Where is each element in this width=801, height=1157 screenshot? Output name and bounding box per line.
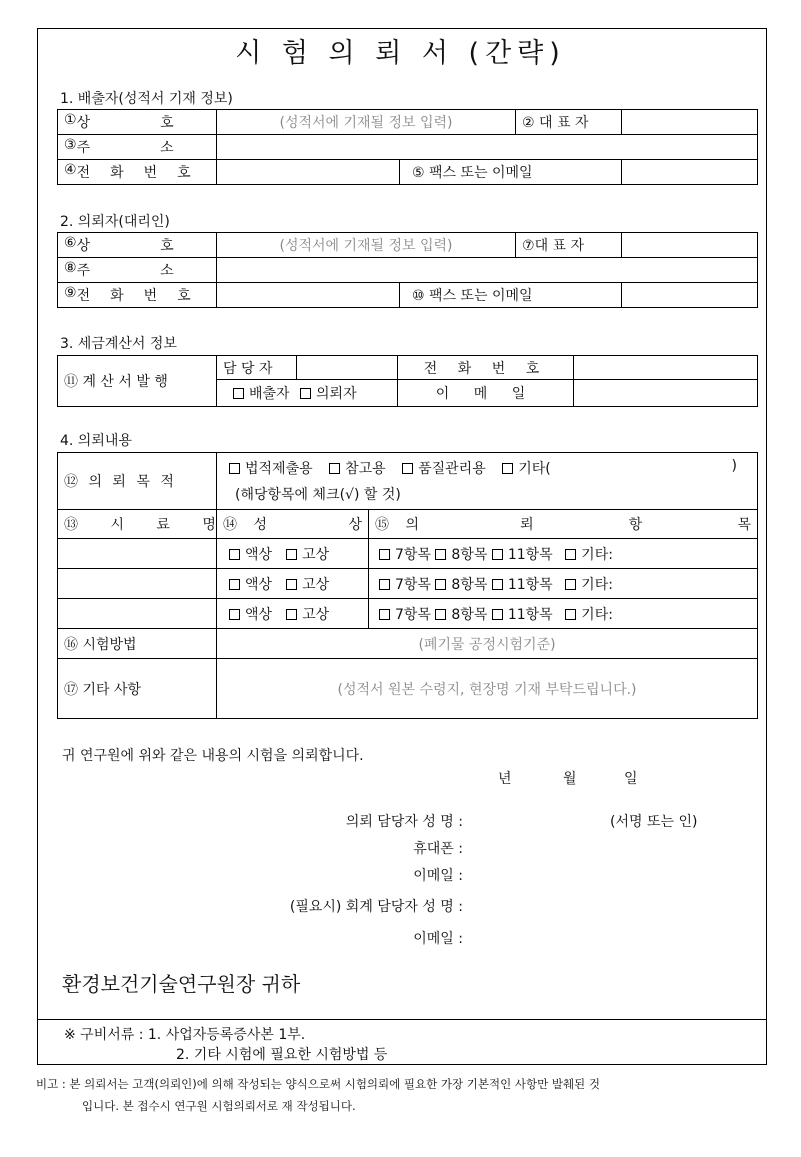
label-invoice-tel: 전 화 번 호 xyxy=(398,356,574,380)
required-docs-2: 2. 기타 시험에 필요한 시험방법 등 xyxy=(176,1047,388,1063)
requester-ceo-input[interactable] xyxy=(622,233,758,258)
requester-checkbox[interactable] xyxy=(300,388,311,399)
fax-input[interactable] xyxy=(622,160,758,185)
label-requester-name: 의뢰 담당자 성 명 : xyxy=(345,814,463,830)
label-acct-name: (필요시) 회계 담당자 성 명 : xyxy=(289,899,463,915)
manager-input[interactable] xyxy=(297,356,398,380)
section-1-title: 1. 배출자(성적서 기재 정보) xyxy=(60,91,233,107)
item8-checkbox[interactable] xyxy=(435,609,446,620)
label-acct-email: 이메일 : xyxy=(413,931,463,947)
liquid-checkbox[interactable] xyxy=(229,579,240,590)
requester-table: ⑥ 상호 (성적서에 기재될 정보 입력) ⑦대 표 자 ⑧ 주소 ⑨ 전화번호 ⑩ 팩스 또는 이메일 xyxy=(57,232,758,308)
purpose-ref-checkbox[interactable] xyxy=(329,463,340,474)
address-input[interactable] xyxy=(217,135,758,160)
item11-checkbox[interactable] xyxy=(492,609,503,620)
solid-checkbox[interactable] xyxy=(286,609,297,620)
date-year: 년 xyxy=(498,771,512,787)
label-state: ⑭ 성 xyxy=(223,517,273,533)
remarks-input[interactable]: (성적서 원본 수령지, 현장명 기재 부탁드립니다.) xyxy=(217,659,758,719)
item11-checkbox[interactable] xyxy=(492,549,503,560)
purpose-qc-checkbox[interactable] xyxy=(402,463,413,474)
table-row: 액상 고상 7항목 8항목 11항목 기타: xyxy=(58,539,758,569)
label-manager: 담 당 자 xyxy=(217,356,297,380)
label-items: ⑮ 의 xyxy=(375,517,425,533)
date-month: 월 xyxy=(563,771,577,787)
label-phone: 휴대폰 : xyxy=(413,841,463,857)
section-2-title: 2. 의뢰자(대리인) xyxy=(60,214,170,230)
label-purpose: ⑫ 의 뢰 목 적 xyxy=(58,453,217,510)
tel-input[interactable] xyxy=(217,160,400,185)
label-email: 이메일 : xyxy=(413,868,463,884)
method-input[interactable]: (폐기물 공정시험기준) xyxy=(217,629,758,659)
item-etc-checkbox[interactable] xyxy=(565,579,576,590)
sign-note: (서명 또는 인) xyxy=(610,814,698,830)
addressee: 환경보건기술연구원장 귀하 xyxy=(62,972,301,996)
liquid-checkbox[interactable] xyxy=(229,609,240,620)
request-table: ⑫ 의 뢰 목 적 법적제출용 참고용 품질관리용 기타( ) (해당항목에 체크(√) 할 것) ⑬ 시 료 명 ⑭ 성 상 ⑮ 의 뢰 항 목 액상 고상 7항목 8항목 11항목 기타: 액상 고상 7항목 8항목 11항목 기타: 액상 고상 7항목 8항목 11항목 기타: ⑯ 시험방법 (폐기물 공정시험기준) ⑰ 기타 사항 (성적서 원본 수령지, 현장명 기재 부탁드립니다.) xyxy=(57,452,758,719)
table-row: 액상 고상 7항목 8항목 11항목 기타: xyxy=(58,599,758,629)
purpose-etc-checkbox[interactable] xyxy=(502,463,513,474)
section-4-title: 4. 의뢰내용 xyxy=(60,433,132,449)
requester-address-input[interactable] xyxy=(217,258,758,283)
note-line-2: 입니다. 본 접수시 연구원 시험의뢰서로 재 작성됩니다. xyxy=(82,1099,356,1113)
note-line-1: 비고 : 본 의뢰서는 고객(의뢰인)에 의해 작성되는 양식으로써 시험의뢰에 필요한 가장 기본적인 사항만 발췌된 것 xyxy=(36,1077,600,1091)
label-remarks: ⑰ 기타 사항 xyxy=(58,659,217,719)
invoice-email-input[interactable] xyxy=(574,380,758,407)
date-day: 일 xyxy=(624,771,638,787)
purpose-note: (해당항목에 체크(√) 할 것) xyxy=(235,487,401,503)
item8-checkbox[interactable] xyxy=(435,549,446,560)
sample-input[interactable] xyxy=(58,569,217,599)
label-invoice-email: 이 메 일 xyxy=(398,380,574,407)
label-address: 주소 xyxy=(76,140,244,156)
item-etc-checkbox[interactable] xyxy=(565,609,576,620)
discharger-checkbox[interactable] xyxy=(233,388,244,399)
label-method: ⑯ 시험방법 xyxy=(58,629,217,659)
sample-input[interactable] xyxy=(58,599,217,629)
label-ceo: ② 대 표 자 xyxy=(516,110,622,135)
form-title: 시 험 의 뢰 서 (간략) xyxy=(235,38,566,69)
name-input[interactable]: (성적서에 기재될 정보 입력) xyxy=(217,110,516,135)
label-tel: 전화번호 xyxy=(76,165,211,181)
item7-checkbox[interactable] xyxy=(379,549,390,560)
label-invoice: ⑪ 계 산 서 발 행 xyxy=(58,356,217,407)
solid-checkbox[interactable] xyxy=(286,549,297,560)
item7-checkbox[interactable] xyxy=(379,609,390,620)
discharger-table: ① 상호 (성적서에 기재될 정보 입력) ② 대 표 자 ③ 주소 ④ 전화번호 ⑤ 팩스 또는 이메일 xyxy=(57,109,758,185)
table-row: 액상 고상 7항목 8항목 11항목 기타: xyxy=(58,569,758,599)
requester-tel-input[interactable] xyxy=(217,283,400,308)
solid-checkbox[interactable] xyxy=(286,579,297,590)
divider xyxy=(37,1019,767,1020)
section-3-title: 3. 세금계산서 정보 xyxy=(60,336,177,352)
purpose-legal-checkbox[interactable] xyxy=(229,463,240,474)
no1: ① xyxy=(64,112,77,128)
label-name: 상호 xyxy=(76,115,244,131)
required-docs-1: ※ 구비서류 : 1. 사업자등록증사본 1부. xyxy=(64,1027,306,1043)
item7-checkbox[interactable] xyxy=(379,579,390,590)
invoice-table: ⑪ 계 산 서 발 행 담 당 자 전 화 번 호 배출자 의뢰자 이 메 일 xyxy=(57,355,758,407)
request-statement: 귀 연구원에 위와 같은 내용의 시험을 의뢰합니다. xyxy=(62,748,364,764)
item11-checkbox[interactable] xyxy=(492,579,503,590)
item8-checkbox[interactable] xyxy=(435,579,446,590)
sample-input[interactable] xyxy=(58,539,217,569)
label-sample: ⑬ 시 료 명 xyxy=(58,510,217,539)
liquid-checkbox[interactable] xyxy=(229,549,240,560)
item-etc-checkbox[interactable] xyxy=(565,549,576,560)
ceo-input[interactable] xyxy=(622,110,758,135)
requester-fax-input[interactable] xyxy=(622,283,758,308)
invoice-tel-input[interactable] xyxy=(574,356,758,380)
label-fax: ⑤ 팩스 또는 이메일 xyxy=(400,160,622,185)
requester-name-input[interactable]: (성적서에 기재될 정보 입력) xyxy=(217,233,516,258)
